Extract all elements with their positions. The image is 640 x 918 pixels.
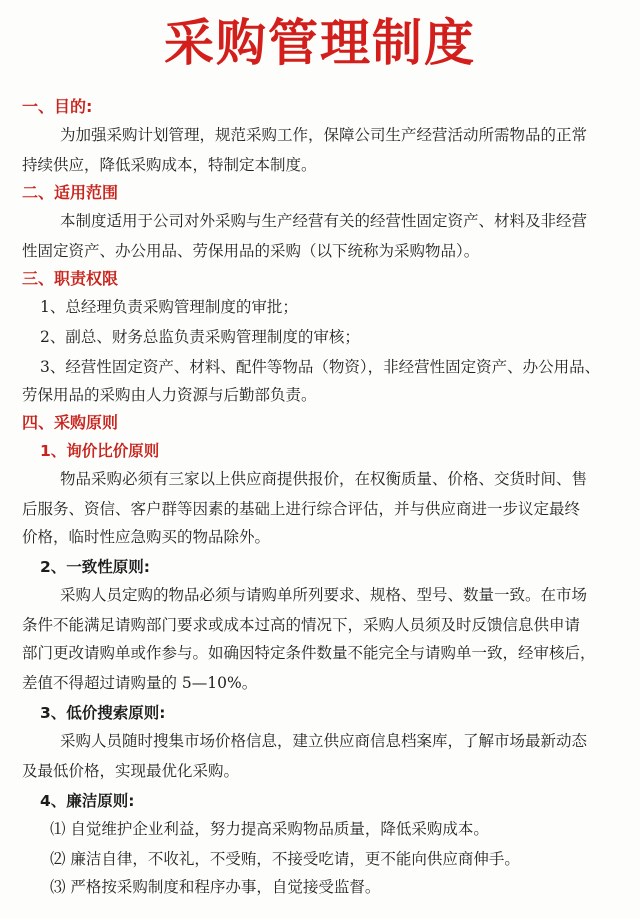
paragraph-line: 3、经营性固定资产、材料、配件等物品（物资），非经营性固定资产、办公用品、 xyxy=(40,358,601,376)
paragraph-line: 为加强采购计划管理，规范采购工作，保障公司生产经营活动所需物品的正常 xyxy=(60,126,588,144)
page-title: 采购管理制度 xyxy=(164,14,476,72)
subsection-heading: 2、一致性原则: xyxy=(40,558,150,576)
paragraph-line: 2、副总、财务总监负责采购管理制度的审核； xyxy=(40,328,360,346)
section-heading: 四、采购原则 xyxy=(22,413,119,432)
paragraph-line: 差值不得超过请购量的 5—10%。 xyxy=(22,674,258,692)
paragraph-line: 条件不能满足请购部门要求或成本过高的情况下，采购人员须及时反馈信息供申请 xyxy=(22,616,581,634)
paragraph-line: ⑴ 自觉维护企业利益，努力提高采购物品质量，降低采购成本。 xyxy=(50,820,489,838)
paragraph-line: 持续供应，降低采购成本，特制定本制度。 xyxy=(22,156,317,174)
paragraph-line: 后服务、资信、客户群等因素的基础上进行综合评估，并与供应商进一步议定最终 xyxy=(22,500,581,518)
subsection-heading: 1、询价比价原则 xyxy=(40,442,160,460)
section-heading: 三、职责权限 xyxy=(22,269,119,288)
paragraph-line: ⑵ 廉洁自律，不收礼，不受贿，不接受吃请，更不能向供应商伸手。 xyxy=(50,850,520,868)
paragraph-line: 及最低价格，实现最优化采购。 xyxy=(22,762,240,780)
section-heading: 一、目的: xyxy=(22,97,93,116)
subsection-heading: 4、廉洁原则: xyxy=(40,792,135,810)
paragraph-line: 1、总经理负责采购管理制度的审批； xyxy=(40,298,298,316)
section-heading: 二、适用范围 xyxy=(22,183,119,202)
paragraph-line: 部门更改请购单或作参与。如确因特定条件数量不能完全与请购单一致，经审核后， xyxy=(22,644,596,662)
paragraph-line: ⑶ 严格按采购制度和程序办事，自觉接受监督。 xyxy=(50,878,381,896)
paragraph-line: 性固定资产、办公用品、劳保用品的采购（以下统称为采购物品）。 xyxy=(22,242,480,260)
paragraph-line: 物品采购必须有三家以上供应商提供报价，在权衡质量、价格、交货时间、售 xyxy=(60,470,588,488)
paragraph-line: 价格，临时性应急购买的物品除外。 xyxy=(22,528,271,546)
paragraph-line: 采购人员随时搜集市场价格信息，建立供应商信息档案库，了解市场最新动态 xyxy=(60,732,588,750)
paragraph-line: 劳保用品的采购由人力资源与后勤部负责。 xyxy=(22,386,317,404)
paragraph-line: 本制度适用于公司对外采购与生产经营有关的经营性固定资产、材料及非经营 xyxy=(60,212,588,230)
paragraph-line: 采购人员定购的物品必须与请购单所列要求、规格、型号、数量一致。在市场 xyxy=(60,586,588,604)
subsection-heading: 3、低价搜索原则: xyxy=(40,704,166,722)
